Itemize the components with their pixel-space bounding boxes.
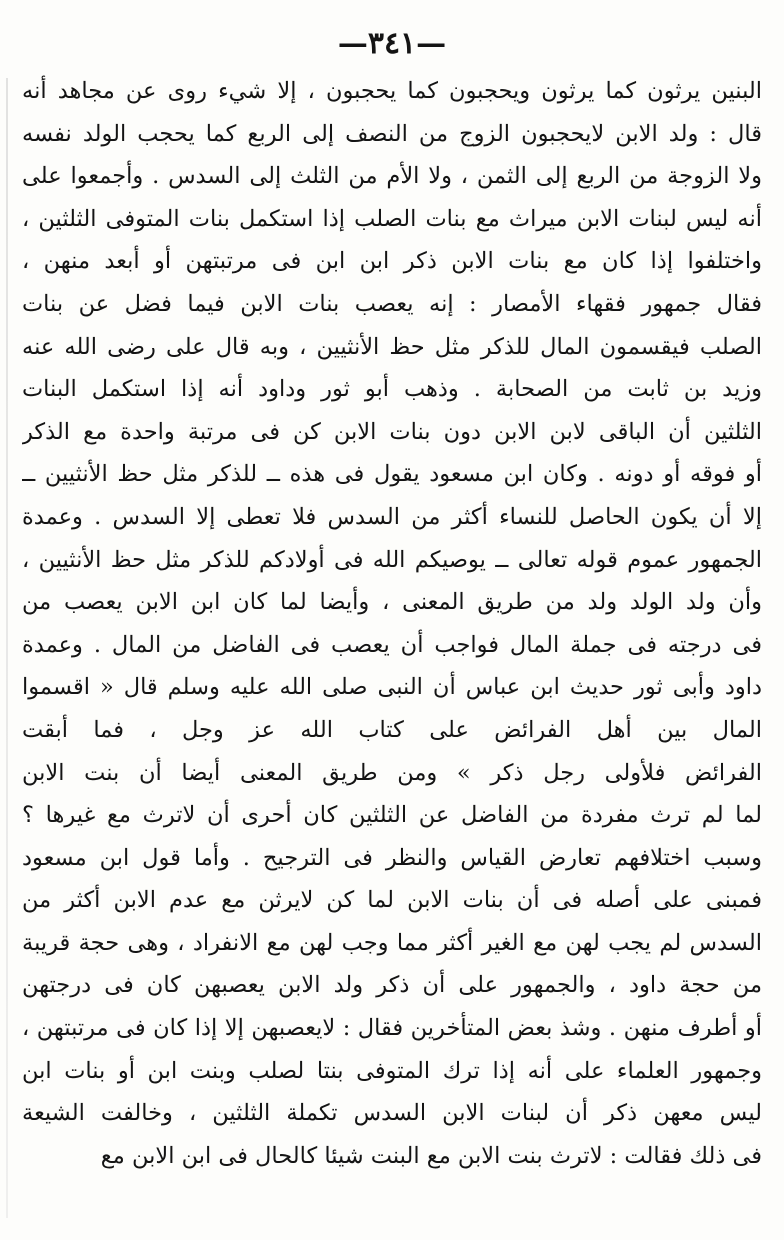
text-line: المال بين أهل الفرائض على كتاب الله عز وجل ، فما أبقت [22, 716, 762, 743]
text-line: أنه ليس لبنات الابن ميراث مع بنات الصلب إذا استكمل بنات المتوفى الثلثين ، [22, 205, 762, 232]
text-line: وسبب اختلافهم تعارض القياس والنظر فى الترجيح . وأما قول ابن مسعود [22, 844, 762, 871]
text-line: ولا الزوجة من الربع إلى الثمن ، ولا الأم من الثلث إلى السدس . وأجمعوا على [22, 163, 762, 190]
text-line: الجمهور عموم قوله تعالى ــ يوصيكم الله فى أولادكم للذكر مثل حظ الأنثيين ، [22, 546, 762, 573]
page-number: —٣٤١— [337, 26, 447, 61]
text-line: الثلثين أن الباقى لابن الابن دون بنات الابن كن فى مرتبة واحدة مع الذكر [22, 418, 762, 445]
text-line: فقال جمهور فقهاء الأمصار : إنه يعصب بنات الابن فيما فضل عن بنات [22, 290, 762, 317]
margin-shadow [6, 78, 8, 1218]
text-line: واختلفوا إذا كان مع بنات الابن ذكر ابن ابن فى مرتبتهن أو أبعد منهن ، [22, 248, 762, 275]
text-line: فى ذلك فقالت : لاترث بنت الابن مع البنت شيئا كالحال فى ابن الابن مع [100, 1142, 762, 1169]
text-line: أو فوقه أو دونه . وكان ابن مسعود يقول فى هذه ــ للذكر مثل حظ الأنثيين ــ [22, 461, 762, 488]
text-line: وأن ولد الولد ولد من طريق المعنى ، وأيضا لما كان ابن الابن يعصب من [22, 589, 762, 616]
text-line: السدس لم يجب لهن مع الغير أكثر مما وجب لهن مع الانفراد ، وهى حجة قريبة [22, 929, 762, 956]
text-line: البنين يرثون كما يرثون ويحجبون كما يحجبون ، إلا شيء روى عن مجاهد أنه [22, 78, 762, 104]
text-line: ليس معهن ذكر أن لبنات الابن السدس تكملة الثلثين ، وخالفت الشيعة [22, 1100, 762, 1127]
text-line: فى درجته فى جملة المال فواجب أن يعصب فى الفاضل من المال . وعمدة [22, 631, 762, 658]
text-line: قال : ولد الابن لايحجبون الزوج من النصف إلى الربع كما يحجب الولد نفسه [22, 120, 762, 147]
body-text [22, 70, 762, 1177]
text-line: وزيد بن ثابت من الصحابة . وذهب أبو ثور وداود أنه إذا استكمل البنات [22, 376, 762, 403]
text-line: الفرائض فلأولى رجل ذكر » ومن طريق المعنى أيضا أن بنت الابن [22, 759, 762, 786]
text-line: من حجة داود ، والجمهور على أن ذكر ولد الابن يعصبهن كان فى درجتهن [22, 972, 762, 999]
text-line: أو أطرف منهن . وشذ بعض المتأخرين فقال : لايعصبهن إلا إذا كان فى مرتبتهن ، [22, 1015, 762, 1042]
text-line: وجمهور العلماء على أنه إذا ترك المتوفى بنتا لصلب وبنت ابن أو بنات ابن [22, 1057, 762, 1084]
text-line: فمبنى على أصله فى أن بنات الابن لما كن لايرثن مع عدم الابن أكثر من [22, 887, 762, 914]
text-line: داود وأبى ثور حديث ابن عباس أن النبى صلى الله عليه وسلم قال « اقسموا [22, 674, 762, 701]
text-line: لما لم ترث مفردة من الفاضل عن الثلثين كان أحرى أن لاترث مع غيرها ؟ [22, 802, 762, 829]
text-line: إلا أن يكون الحاصل للنساء أكثر من السدس فلا تعطى إلا السدس . وعمدة [22, 503, 762, 530]
text-line: الصلب فيقسمون المال للذكر مثل حظ الأنثيين ، وبه قال على رضى الله عنه [22, 333, 762, 360]
